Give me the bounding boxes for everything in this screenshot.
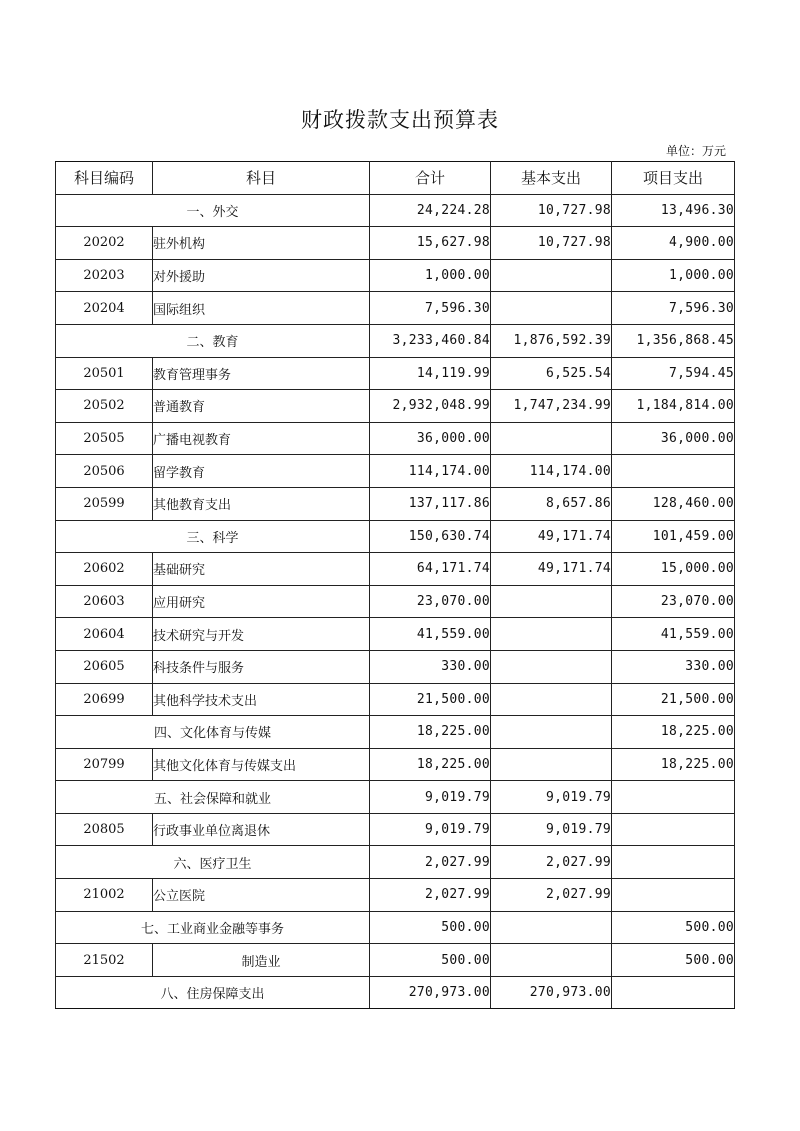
project-amount: 7,596.30: [612, 292, 735, 325]
total-amount: 114,174.00: [370, 455, 491, 488]
section-row: [56, 194, 735, 227]
basic-amount: 6,525.54: [491, 357, 612, 390]
basic-amount: [491, 585, 612, 618]
basic-amount: 10,727.98: [491, 227, 612, 260]
basic-amount: [491, 422, 612, 455]
project-amount: 18,225.00: [612, 748, 735, 781]
basic-amount: 1,747,234.99: [491, 390, 612, 423]
basic-amount: 10,727.98: [491, 194, 612, 227]
subject-name: 制造业: [153, 944, 370, 977]
unit-label: 单位：万元: [665, 144, 726, 158]
subject-name: 技术研究与开发: [153, 618, 370, 651]
table-row: [56, 618, 735, 651]
project-amount: 15,000.00: [612, 553, 735, 586]
table-row: [56, 683, 735, 716]
subject-code: 20602: [56, 553, 153, 586]
project-amount: 128,460.00: [612, 487, 735, 520]
total-amount: 36,000.00: [370, 422, 491, 455]
total-amount: 330.00: [370, 650, 491, 683]
total-amount: 9,019.79: [370, 813, 491, 846]
section-name: 七、工业商业金融等事务: [56, 911, 370, 944]
basic-amount: [491, 650, 612, 683]
subject-code: 20605: [56, 650, 153, 683]
subject-name: 驻外机构: [153, 227, 370, 260]
total-amount: 500.00: [370, 944, 491, 977]
table-row: [56, 259, 735, 292]
subject-code: 20506: [56, 455, 153, 488]
basic-amount: 1,876,592.39: [491, 324, 612, 357]
total-amount: 2,027.99: [370, 846, 491, 879]
subject-code: 20805: [56, 813, 153, 846]
header-total: 合计: [370, 162, 491, 195]
section-row: [56, 846, 735, 879]
table-row: [56, 944, 735, 977]
total-amount: 1,000.00: [370, 259, 491, 292]
total-amount: 21,500.00: [370, 683, 491, 716]
total-amount: 137,117.86: [370, 487, 491, 520]
subject-name: 广播电视教育: [153, 422, 370, 455]
subject-code: 21002: [56, 879, 153, 912]
table-row: [56, 390, 735, 423]
section-row: [56, 976, 735, 1009]
project-amount: [612, 455, 735, 488]
section-name: 一、外交: [56, 194, 370, 227]
budget-table: [55, 161, 735, 1009]
table-row: [56, 813, 735, 846]
project-amount: 1,184,814.00: [612, 390, 735, 423]
subject-code: 20603: [56, 585, 153, 618]
basic-amount: [491, 259, 612, 292]
project-amount: 101,459.00: [612, 520, 735, 553]
project-amount: 1,000.00: [612, 259, 735, 292]
basic-amount: 9,019.79: [491, 781, 612, 814]
subject-name: 其他科学技术支出: [153, 683, 370, 716]
section-row: [56, 716, 735, 749]
project-amount: 23,070.00: [612, 585, 735, 618]
basic-amount: 49,171.74: [491, 553, 612, 586]
project-amount: [612, 846, 735, 879]
section-name: 六、医疗卫生: [56, 846, 370, 879]
table-row: [56, 455, 735, 488]
table-row: [56, 879, 735, 912]
subject-name: 应用研究: [153, 585, 370, 618]
section-name: 八、住房保障支出: [56, 976, 370, 1009]
basic-amount: [491, 683, 612, 716]
table-row: [56, 487, 735, 520]
table-row: [56, 292, 735, 325]
basic-amount: 49,171.74: [491, 520, 612, 553]
total-amount: 14,119.99: [370, 357, 491, 390]
basic-amount: [491, 716, 612, 749]
subject-name: 公立医院: [153, 879, 370, 912]
subject-code: 20501: [56, 357, 153, 390]
subject-name: 普通教育: [153, 390, 370, 423]
subject-name: 其他文化体育与传媒支出: [153, 748, 370, 781]
basic-amount: [491, 618, 612, 651]
project-amount: [612, 781, 735, 814]
project-amount: 13,496.30: [612, 194, 735, 227]
subject-code: 20599: [56, 487, 153, 520]
section-row: [56, 324, 735, 357]
project-amount: 1,356,868.45: [612, 324, 735, 357]
subject-name: 教育管理事务: [153, 357, 370, 390]
table-body: [56, 194, 735, 1009]
section-name: 四、文化体育与传媒: [56, 716, 370, 749]
basic-amount: 8,657.86: [491, 487, 612, 520]
table-row: [56, 585, 735, 618]
total-amount: 2,027.99: [370, 879, 491, 912]
subject-code: 20799: [56, 748, 153, 781]
subject-code: 20699: [56, 683, 153, 716]
project-amount: 36,000.00: [612, 422, 735, 455]
table-row: [56, 357, 735, 390]
header-subject: 科目: [153, 162, 370, 195]
subject-name: 基础研究: [153, 553, 370, 586]
subject-name: 留学教育: [153, 455, 370, 488]
project-amount: [612, 813, 735, 846]
total-amount: 3,233,460.84: [370, 324, 491, 357]
project-amount: 500.00: [612, 911, 735, 944]
project-amount: 21,500.00: [612, 683, 735, 716]
subject-code: 20203: [56, 259, 153, 292]
subject-code: 21502: [56, 944, 153, 977]
table-row: [56, 650, 735, 683]
total-amount: 9,019.79: [370, 781, 491, 814]
table-header-row: [56, 162, 735, 195]
total-amount: 270,973.00: [370, 976, 491, 1009]
subject-name: 国际组织: [153, 292, 370, 325]
subject-code: 20604: [56, 618, 153, 651]
subject-name: 科技条件与服务: [153, 650, 370, 683]
basic-amount: [491, 944, 612, 977]
basic-amount: [491, 911, 612, 944]
basic-amount: 2,027.99: [491, 879, 612, 912]
basic-amount: 2,027.99: [491, 846, 612, 879]
total-amount: 150,630.74: [370, 520, 491, 553]
total-amount: 24,224.28: [370, 194, 491, 227]
project-amount: [612, 879, 735, 912]
total-amount: 7,596.30: [370, 292, 491, 325]
header-code: 科目编码: [56, 162, 153, 195]
table-row: [56, 748, 735, 781]
total-amount: 64,171.74: [370, 553, 491, 586]
subject-name: 其他教育支出: [153, 487, 370, 520]
page-title: 财政拨款支出预算表: [301, 108, 499, 132]
subject-name: 对外援助: [153, 259, 370, 292]
header-basic: 基本支出: [491, 162, 612, 195]
basic-amount: [491, 292, 612, 325]
total-amount: 2,932,048.99: [370, 390, 491, 423]
section-row: [56, 520, 735, 553]
table-row: [56, 227, 735, 260]
section-row: [56, 911, 735, 944]
total-amount: 500.00: [370, 911, 491, 944]
basic-amount: 9,019.79: [491, 813, 612, 846]
table-row: [56, 553, 735, 586]
table-row: [56, 422, 735, 455]
total-amount: 23,070.00: [370, 585, 491, 618]
subject-code: 20202: [56, 227, 153, 260]
total-amount: 18,225.00: [370, 716, 491, 749]
total-amount: 18,225.00: [370, 748, 491, 781]
project-amount: 41,559.00: [612, 618, 735, 651]
basic-amount: [491, 748, 612, 781]
section-name: 五、社会保障和就业: [56, 781, 370, 814]
subject-code: 20502: [56, 390, 153, 423]
total-amount: 41,559.00: [370, 618, 491, 651]
project-amount: 500.00: [612, 944, 735, 977]
basic-amount: 114,174.00: [491, 455, 612, 488]
project-amount: 7,594.45: [612, 357, 735, 390]
basic-amount: 270,973.00: [491, 976, 612, 1009]
project-amount: 18,225.00: [612, 716, 735, 749]
section-name: 二、教育: [56, 324, 370, 357]
subject-name: 行政事业单位离退休: [153, 813, 370, 846]
project-amount: 4,900.00: [612, 227, 735, 260]
project-amount: 330.00: [612, 650, 735, 683]
section-row: [56, 781, 735, 814]
header-project: 项目支出: [612, 162, 735, 195]
project-amount: [612, 976, 735, 1009]
subject-code: 20505: [56, 422, 153, 455]
total-amount: 15,627.98: [370, 227, 491, 260]
section-name: 三、科学: [56, 520, 370, 553]
subject-code: 20204: [56, 292, 153, 325]
